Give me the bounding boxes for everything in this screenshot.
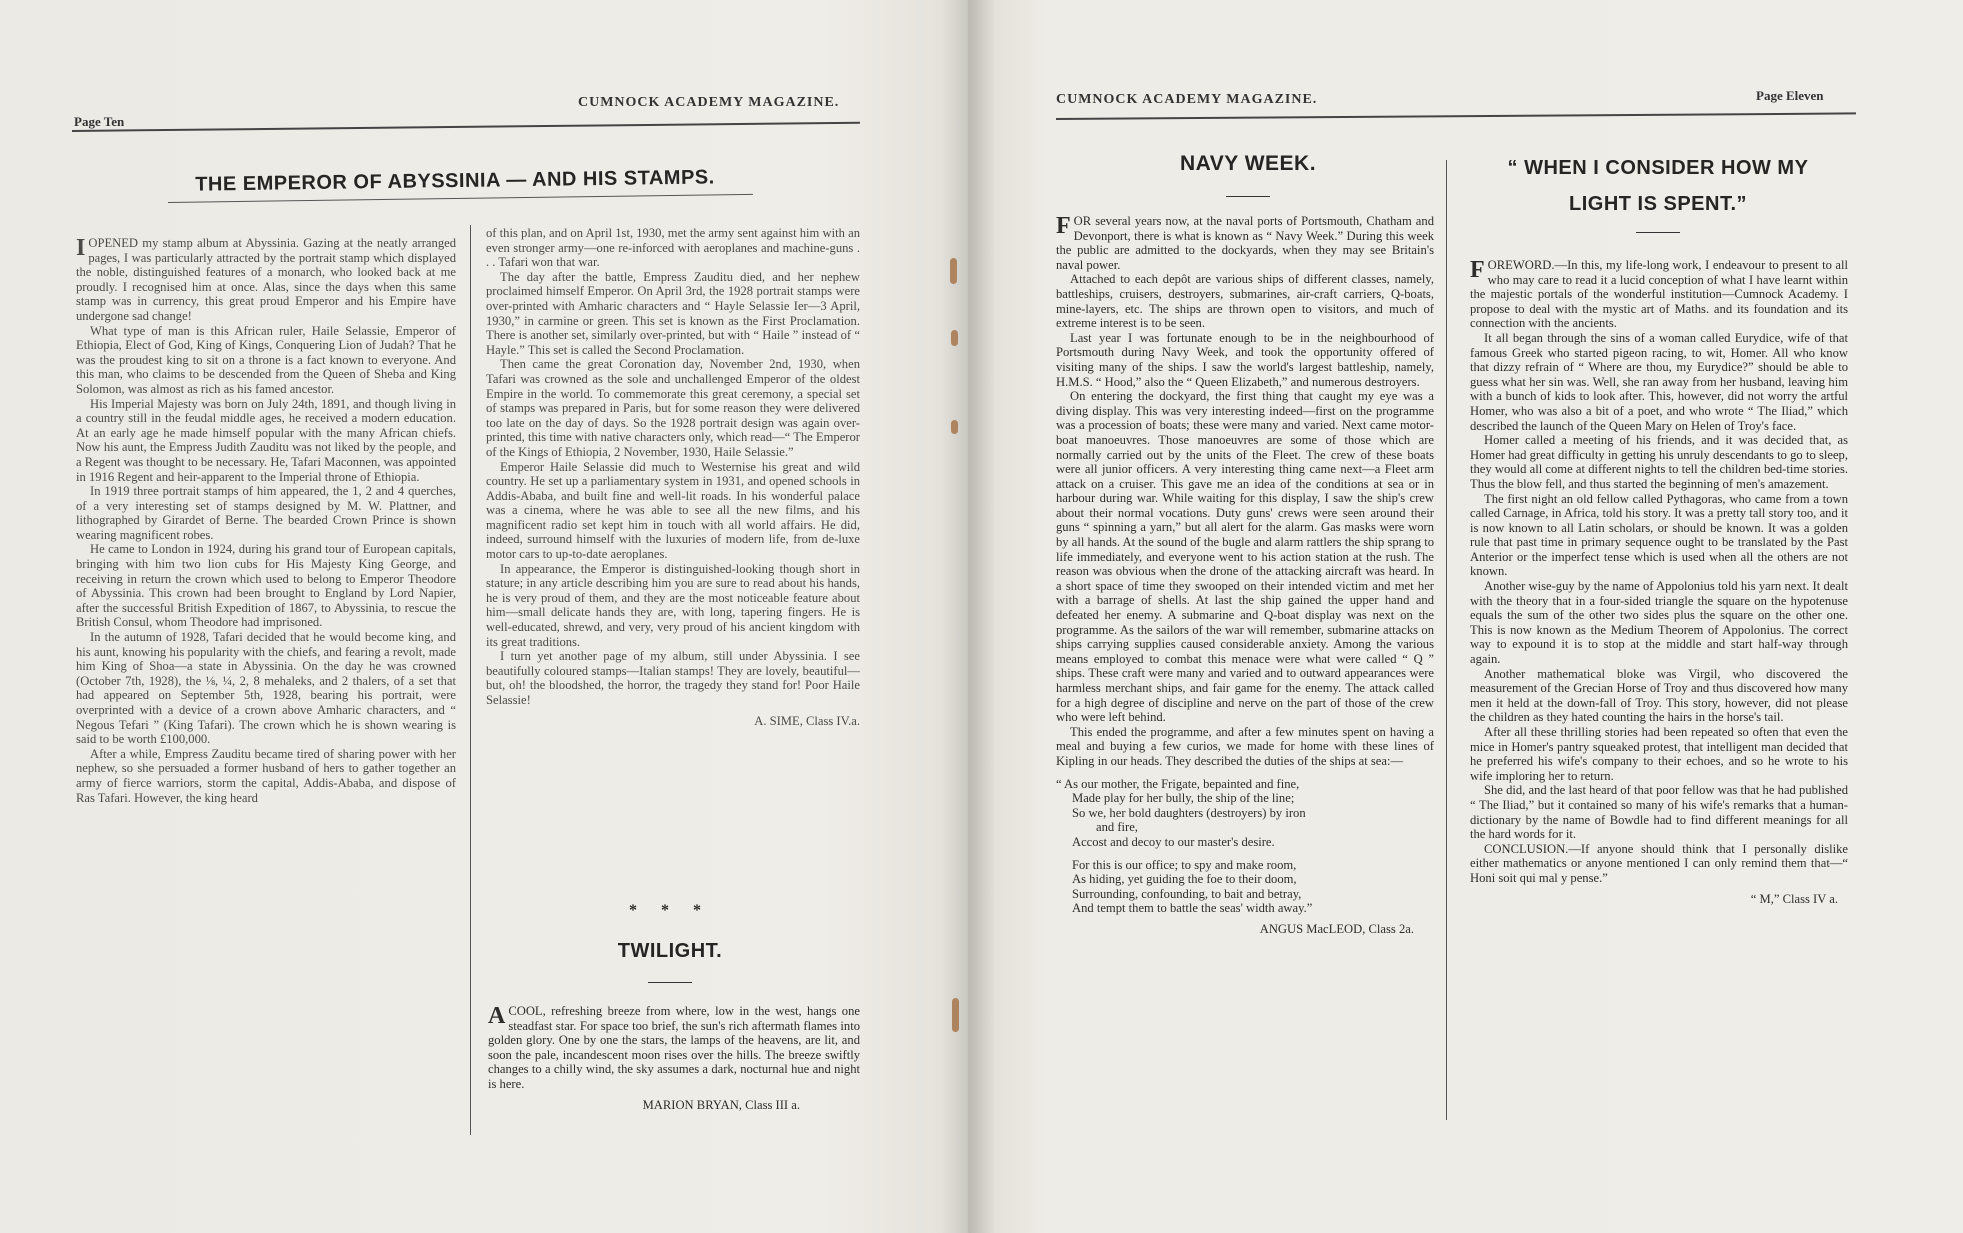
page-number-right: Page Eleven (1756, 88, 1824, 103)
article-title-navy-week: NAVY WEEK. (1179, 152, 1317, 175)
twilight-column (488, 1004, 860, 1112)
emperor-paragraph: I turn yet another page of my album, still under Abyssinia. I see beautifully coloured stamps—Italian stamps! They are lovely, beautiful—but, oh! the bloodshed, the horror, the tragedy they stand for! Poor Haile Selassie! (486, 649, 860, 707)
header-rule-right (1056, 112, 1856, 120)
section-divider-stars: * * * (629, 902, 711, 919)
verse-line: Made play for her bully, the ship of the line; (1072, 791, 1295, 806)
navy-week-column (1056, 214, 1434, 937)
drop-cap: A (488, 1003, 506, 1029)
emperor-paragraph: His Imperial Majesty was born on July 24th, 1891, and though living in a country still in the feudal middle ages, he received a modern education. At an early age he made himself popular with the many African chiefs. Now his aunt, the Empress Judith Zauditu was not liked by the people, and a Regent was thought to be necessary. He, Tafari Maconnen, was appointed in 1916 Regent and heir-apparent to the Imperial throne of Ethiopia. (76, 396, 456, 484)
consider-paragraph: She did, and the last heard of that poor fellow was that he had published “ The Iliad,” but it contained so many of his wife's remarks that a human-dictionary by the name of Bowdle had to find different meanings for all the hard words for it. (1470, 783, 1848, 842)
masthead-right: CUMNOCK ACADEMY MAGAZINE. (1056, 92, 1318, 107)
emperor-column-1 (76, 236, 456, 805)
header-rule-left (72, 122, 860, 132)
consider-paragraph: Homer called a meeting of his friends, and it was decided that, as Homer had great difficulty in getting his unruly descendants to go to sleep, they would all come at different nights to tell the children bed-time stories. Thus the blow fell, and thus started the beginning of men's amazement. (1470, 433, 1848, 491)
verse-line: Accost and decoy to our master's desire. (1072, 834, 1275, 849)
drop-cap: I (76, 235, 86, 261)
emperor-paragraph: He came to London in 1924, during his grand tour of European capitals, bringing with him two lion cubs for His Majesty King George, and receiving in return the crown which used to belong to Emperor Theodore of Abyssinia. This crown had been brought to England by Lord Napier, after the successful British Expedition of 1867, to Abyssinia, to rescue the British Consul, whom Theodore had imprisoned. (76, 542, 456, 630)
navy-paragraph: This ended the programme, and after a few minutes spent on having a meal and buying a few curios, we made for home with these lines of Kipling in our heads. They described the duties of the ships at sea:— (1056, 724, 1434, 768)
navy-paragraph: On entering the dockyard, the first thing that caught my eye was a diving display. This was very interesting indeed—first on the programme was a procession of boats; these were many and varied. Next came motor-boat manoeuvres. Those manoeuvres are some of those which are normally carried out by the units of the Fleet. The crew of these boats were all junior officers. A very interesting thing came next—a Fleet arm attack on a cruiser. This gave me an idea of the conditions at sea or in harbour during war. While waiting for this display, I saw the ship's crew about their normal vocations. Duty guns' crews were seen around their guns “ spinning a yarn,” but all alert for the alarm. Gas masks were worn by all hands. At the sound of the bugle and alarm rattlers the ship sprang to life immediately, and everyone went to his action station at the rush. The reason was obvious when the drone of the attacking aircraft was heard. In a short space of time they swooped on their intended victim and met her with a barrage of shells. At last the ship gained the upper hand and defeated her enemy. A submarine and Q-boat display was next on the programme. As the sailors of the war will remember, submarine attacks on ships carrying supplies caused considerable anxiety. Among the various means employed to combat this menace were what were called “ Q ” ships. These craft were many and varied and to outward appearances were harmless merchant ships, and fair game for the enemy. The attack called for a high degree of discipline and nerve on the part of those of the crew who were left behind. (1056, 389, 1434, 725)
title-underline-navy-week (1226, 196, 1270, 197)
verse-line: So we, her bold daughters (destroyers) by iron (1072, 805, 1306, 820)
rust-stain (951, 420, 958, 434)
emperor-paragraph: In the autumn of 1928, Tafari decided that he would become king, and his aunt, knowing his popularity with the chiefs, and fearing a revolt, made him King of Shoa—a state in Abyssinia. On the day he was crowned (October 7th, 1928), the ⅛, ¼, 2, 8 mehaleks, and 2 thalers, of a set that had appeared on September 5th, 1928, bearing his portrait, were overprinted with a device of a crown above Amharic characters, and “ Negous Tefari ” (King Tafari). The crown which he is shown wearing is said to be worth £100,000. (76, 630, 456, 747)
twilight-signature: MARION BRYAN, Class III a. (642, 1097, 800, 1112)
left-page (0, 0, 968, 1233)
emperor-paragraph: In 1919 three portrait stamps of him appeared, the 1, 2 and 4 querches, of a very interesting set of stamps designed by M. W. Plattner, and lithographed by Girardet of Berne. The bearded Crown Prince is shown wearing magnificent robes. (76, 484, 456, 542)
kipling-verse-1 (1056, 777, 1434, 850)
verse-line: As hiding, yet guiding the foe to their doom, (1072, 872, 1297, 887)
article-title-twilight: TWILIGHT. (617, 940, 723, 962)
navy-paragraph: Attached to each depôt are various ships of different classes, namely, battleships, cruisers, destroyers, submarines, air-craft carriers, Q-boats, mine-layers, etc. The ships are thrown open to visitors, and much of extreme interest is to be seen. (1056, 272, 1434, 331)
title-line: LIGHT IS SPENT.” (1568, 193, 1748, 215)
title-underline-twilight (648, 982, 692, 983)
rust-stain (950, 258, 957, 284)
twilight-paragraph: ACOOL, refreshing breeze from where, low in the west, hangs one steadfast star. For space too brief, the sun's rich aftermath flames into golden glory. One by one the stars, the lamps of the heavens, are lit, and soon the pale, incandescent moon rises over the hills. The breeze swiftly changes to a chilly wind, the sky assumes a dark, nocturnal hue and night is here. (488, 1003, 860, 1091)
verse-line: and fire, (1096, 820, 1138, 835)
emperor-paragraph: After a while, Empress Zauditu became tired of sharing power with her nephew, so she persuaded a former husband of hers to gather together an army of fierce warriors, storm the capital, Addis-Ababa, and dispose of Ras Tafari. However, the king heard (76, 746, 456, 805)
consider-paragraph: It all began through the sins of a woman called Eurydice, wife of that famous Greek who started pigeon racing, to wit, Homer. All who know that dizzy refrain of “ Where are thou, my Eurydice?” should be able to guess what her sin was. Well, she ran away from her husband, leaving him with a bunch of kids to look after. This, however, did not worry the artful Homer, who was also a bit of a poet, and who wrote “ The Iliad,” which described the launch of the Queen Mary on Helen of Troy's face. (1470, 330, 1848, 433)
drop-cap: F (1056, 213, 1071, 239)
article-title-when-i-consider (1458, 150, 1858, 222)
emperor-paragraph: Then came the great Coronation day, November 2nd, 1930, when Tafari was crowned as the sole and unchallenged Emperor of the oldest Empire in the world. To commemorate this great ceremony, a special set of stamps was prepared in Paris, but for some reason they were delivered too late on the day of days. So the 1928 portrait design was again over-printed, this time with native characters only, which read—“ The Emperor of the Kings of Ethiopia, 2 November, 1930, Haile Selassie.” (486, 357, 860, 459)
navy-paragraph: FOR several years now, at the naval ports of Portsmouth, Chatham and Devonport, there is what is known as “ Navy Week.” During this week the public are admitted to the dockyards, when they may see Britain's naval power. (1056, 213, 1434, 272)
verse-line: And tempt them to battle the seas' width away.” (1072, 901, 1313, 916)
consider-paragraph: FOREWORD.—In this, my life-long work, I endeavour to present to all who may care to read it a lucid conception of what I have learnt within the majestic portals of the wonderful institution—Cumnock Academy. I propose to deal with the mystic art of Maths. and its foundation and its connection with the ancients. (1470, 257, 1848, 331)
consider-paragraph: Another mathematical bloke was Virgil, who discovered the measurement of the Grecian Horse of Troy and thus discovered how many men it held at the down-fall of Troy. This story, however, did not please the children as they hated counting the hairs in the horse's tail. (1470, 666, 1848, 725)
consider-paragraph: After all these thrilling stories had been repeated so often that even the mice in Homer's pantry squeaked protest, that intelligent man decided that he preferred his wife's company to their echoes, and so he wrote to his wife imploring her to return. (1470, 725, 1848, 783)
consider-paragraph: The first night an old fellow called Pythagoras, who came from a town called Carnage, in Africa, told his story. It was a pretty tall story too, and it is now known to all Latin scholars, or should be known. It was a golden rule that past time in primary sequence ought to be translated by the Past Anterior or the imperfect tense which is used when all the others are not known. (1470, 491, 1848, 579)
emperor-signature: A. SIME, Class IV.a. (754, 713, 860, 728)
right-page (968, 0, 1963, 1233)
verse-line: For this is our office; to spy and make room, (1072, 857, 1297, 872)
article-title-emperor: THE EMPEROR OF ABYSSINIA — AND HIS STAMPS. (195, 166, 715, 196)
emperor-paragraph: What type of man is this African ruler, Haile Selassie, Emperor of Ethiopia, Elect of God, King of Kings, Conquering Lion of Judah? That he was the proudest king to sit on a throne is a fact known to everyone. And this man, who claims to be descended from the Queen of Sheba and King Solomon, was almost as rich as his famed ancestor. (76, 323, 456, 396)
drop-cap: F (1470, 257, 1485, 283)
column-divider-right (1446, 160, 1447, 1120)
masthead-left: CUMNOCK ACADEMY MAGAZINE. (578, 95, 840, 110)
kipling-verse-2 (1056, 858, 1434, 916)
when-i-consider-signature: “ M,” Class IV a. (1750, 891, 1838, 906)
title-line: “ WHEN I CONSIDER HOW MY (1507, 157, 1809, 179)
emperor-paragraph: of this plan, and on April 1st, 1930, met the army sent against him with an even stronger army—one re-inforced with aeroplanes and machine-guns . . . Tafari won that war. (486, 226, 860, 270)
page-number-left: Page Ten (74, 114, 125, 129)
title-underline-when-i-consider (1636, 232, 1680, 233)
when-i-consider-column (1470, 258, 1848, 906)
emperor-paragraph: The day after the battle, Empress Zauditu died, and her nephew proclaimed himself Emperor. On April 3rd, the 1928 portrait stamps were over-printed with Amharic characters and “ Hayle Selassie Ier—3 April, 1930,” in carmine or green. This set is known as the First Proclamation. There is another set, similarly over-printed, but with “ Haile ” instead of “ Hayle.” This set is called the Second Proclamation. (486, 269, 860, 357)
rust-stain (952, 998, 959, 1032)
consider-paragraph: CONCLUSION.—If anyone should think that I personally dislike either mathematics or anyone mentioned I can only remind them that—“ Honi soit qui mal y pense.” (1470, 841, 1848, 885)
emperor-paragraph: In appearance, the Emperor is distinguished-looking though short in stature; in any article describing him you are sure to read about his hands, he is very proud of them, and they are the most noticeable feature about him—small delicate hands they are, with long, tapering fingers. He is well-educated, shrewd, and very, very proud of his ancient kingdom with its great traditions. (486, 561, 860, 649)
verse-line: “ As our mother, the Frigate, bepainted and fine, (1056, 776, 1300, 791)
emperor-paragraph: Emperor Haile Selassie did much to Westernise his great and wild country. He set up a parliamentary system in 1931, and opened schools in Addis-Ababa, and built fine and well-lit roads. In his wonderful palace was a cinema, where he was able to see all the new films, and his magnificent radio set kept him in touch with all world affairs. He did, indeed, surround himself with the luxuries of modern life, from de-luxe motor cars to up-to-date aeroplanes. (486, 459, 860, 562)
navy-paragraph: Last year I was fortunate enough to be in the neighbourhood of Portsmouth during Navy Week, and took the opportunity offered of visiting many of the ships. I saw the world's largest battleship, namely, H.M.S. “ Hood,” also the “ Queen Elizabeth,” and numerous destroyers. (1056, 330, 1434, 389)
column-divider-left (470, 225, 471, 1135)
consider-paragraph: Another wise-guy by the name of Appolonius told his yarn next. It dealt with the theory that in a four-sided triangle the square on the hypotenuse equals the sum of the other two sides plus the square on the other one. This is now known as the Medium Theorem of Appolonius. The correct way to expound it is to stop at the middle and start half-way through again. (1470, 579, 1848, 667)
navy-week-signature: ANGUS MacLEOD, Class 2a. (1259, 921, 1414, 936)
emperor-column-2 (486, 226, 860, 728)
rust-stain (951, 330, 958, 346)
emperor-paragraph: IOPENED my stamp album at Abyssinia. Gazing at the neatly arranged pages, I was particularly attracted by the portrait stamp which displayed the noble, distinguished features of a monarch, who looked back at me proudly. I recognised him at once. Alas, since the days when this same stamp was in currency, this great proud Emperor and his Empire have undergone sad change! (76, 235, 456, 323)
verse-line: Surrounding, confounding, to bait and betray, (1072, 886, 1302, 901)
